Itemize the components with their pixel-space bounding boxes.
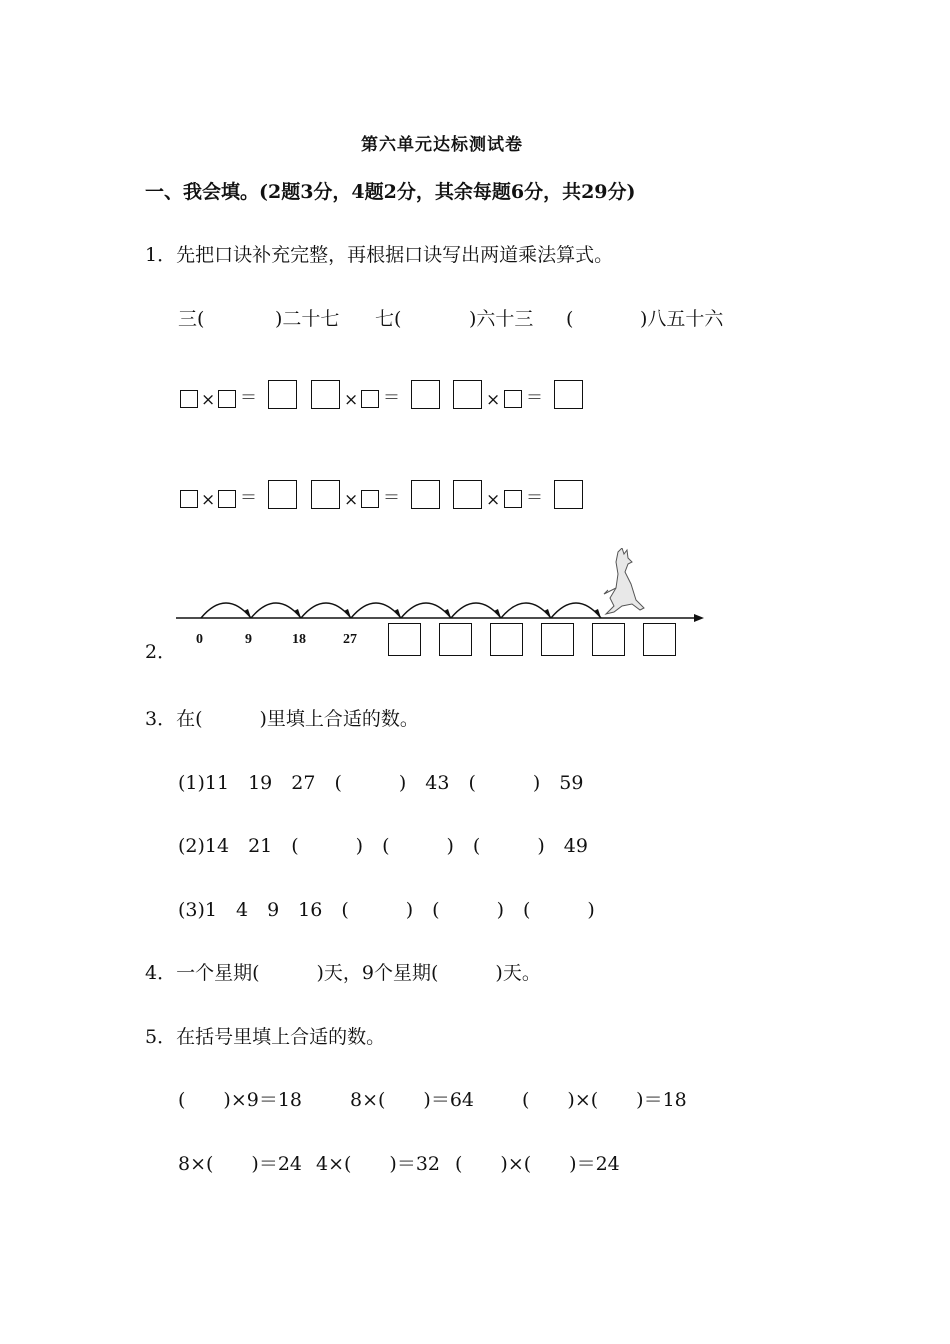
jump-arcs — [201, 603, 601, 618]
answer-box[interactable] — [388, 623, 421, 656]
equals-sign: ＝ — [383, 488, 400, 508]
q5-equation: ( )×9＝18 — [178, 1089, 303, 1111]
answer-box[interactable] — [180, 490, 198, 508]
answer-box[interactable] — [554, 380, 583, 409]
rhyme-1-start: 三( — [178, 308, 205, 330]
page-title: 第六单元达标测试卷 — [361, 135, 523, 155]
answer-box[interactable] — [311, 480, 340, 509]
times-sign: × — [486, 390, 501, 410]
rhyme-3-end: )八五十六 — [640, 308, 724, 330]
answer-box[interactable] — [453, 380, 482, 409]
answer-box[interactable] — [439, 623, 472, 656]
answer-box[interactable] — [268, 480, 297, 509]
q3-row-3: (3)1 4 9 16 ( ) ( ) ( ) — [178, 899, 595, 921]
equals-sign: ＝ — [526, 388, 543, 408]
answer-box[interactable] — [453, 480, 482, 509]
rhyme-1-end: )二十七 — [275, 308, 340, 330]
answer-box[interactable] — [180, 390, 198, 408]
answer-box[interactable] — [361, 490, 379, 508]
answer-box[interactable] — [411, 480, 440, 509]
tick-label: 27 — [343, 632, 357, 647]
q5-equation: ( )×( )＝24 — [455, 1153, 620, 1175]
tick-label: 18 — [292, 632, 306, 647]
q5-stem: 5．在括号里填上合适的数。 — [145, 1026, 386, 1048]
times-sign: × — [201, 390, 216, 410]
answer-box[interactable] — [218, 390, 236, 408]
q5-equation: ( )×( )＝18 — [522, 1089, 687, 1111]
tick-label: 0 — [196, 632, 203, 647]
answer-box[interactable] — [218, 490, 236, 508]
answer-box[interactable] — [504, 490, 522, 508]
arrow-head-icon — [694, 614, 704, 622]
q5-equation: 8×( )＝24 — [178, 1153, 303, 1175]
q2-label: 2． — [145, 641, 177, 663]
answer-box[interactable] — [541, 623, 574, 656]
equals-sign: ＝ — [240, 388, 257, 408]
q1-stem: 1．先把口诀补充完整，再根据口诀写出两道乘法算式。 — [145, 244, 614, 266]
times-sign: × — [486, 490, 501, 510]
rhyme-3-start: ( — [566, 308, 574, 330]
answer-box[interactable] — [554, 480, 583, 509]
q5-equation: 4×( )＝32 — [316, 1153, 441, 1175]
equals-sign: ＝ — [240, 488, 257, 508]
arc-arrowheads — [244, 609, 601, 618]
rhyme-2-end: )六十三 — [469, 308, 534, 330]
equals-sign: ＝ — [526, 488, 543, 508]
section-heading: 一、我会填。(2题3分，4题2分，其余每题6分，共29分) — [145, 181, 636, 203]
answer-box[interactable] — [311, 380, 340, 409]
equals-sign: ＝ — [383, 388, 400, 408]
times-sign: × — [344, 390, 359, 410]
kangaroo-icon — [604, 548, 644, 614]
answer-box[interactable] — [361, 390, 379, 408]
q3-row-1: (1)11 19 27 ( ) 43 ( ) 59 — [178, 772, 584, 794]
q3-row-2: (2)14 21 ( ) ( ) ( ) 49 — [178, 835, 588, 857]
answer-box[interactable] — [268, 380, 297, 409]
times-sign: × — [344, 490, 359, 510]
answer-box[interactable] — [504, 390, 522, 408]
times-sign: × — [201, 490, 216, 510]
q5-equation: 8×( )＝64 — [350, 1089, 475, 1111]
answer-box[interactable] — [592, 623, 625, 656]
q3-stem: 3．在( )里填上合适的数。 — [145, 708, 419, 730]
q4-text: 4．一个星期( )天，9个星期( )天。 — [145, 962, 541, 984]
answer-box[interactable] — [490, 623, 523, 656]
number-line — [170, 548, 710, 628]
answer-box[interactable] — [411, 380, 440, 409]
rhyme-2-start: 七( — [375, 308, 402, 330]
answer-box[interactable] — [643, 623, 676, 656]
tick-label: 9 — [245, 632, 252, 647]
